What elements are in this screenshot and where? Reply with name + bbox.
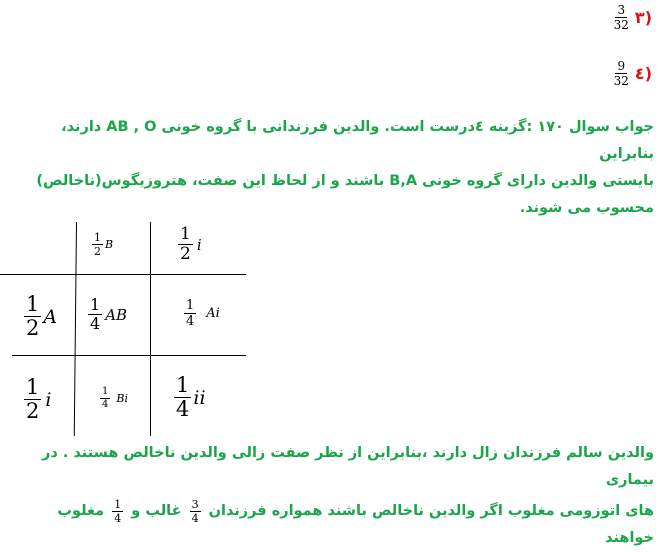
bottom-line-2 <box>4 498 654 552</box>
numerator: 1 <box>26 292 40 316</box>
option-3 <box>614 4 652 31</box>
numerator: 3 <box>191 497 199 511</box>
denominator: 2 <box>180 244 191 264</box>
cell-bi-genotype: Bi <box>116 392 128 405</box>
option-4 <box>614 60 652 87</box>
side-i-allele: i <box>45 388 52 411</box>
numerator: 1 <box>26 375 40 399</box>
cell-bi <box>100 387 128 410</box>
grid-line-h2 <box>12 355 246 356</box>
cell-ai-genotype: Ai <box>206 306 220 321</box>
numerator: 1 <box>176 373 190 397</box>
side-i-fraction <box>24 377 41 422</box>
option-4-label: ٤) <box>634 64 652 83</box>
side-a-fraction <box>24 294 41 339</box>
side-cell-a <box>24 294 57 339</box>
bottom-line-2-part-2: غالب و <box>131 503 182 519</box>
cell-bi-fraction <box>100 387 110 410</box>
cell-ab-genotype: AB <box>105 305 128 324</box>
answer-paragraph <box>4 114 654 222</box>
numerator: 3 <box>617 3 626 17</box>
denominator: 32 <box>613 18 629 32</box>
punnett-square <box>0 220 260 438</box>
numerator: 1 <box>180 224 191 244</box>
cell-ab-fraction <box>88 297 102 332</box>
denominator: 4 <box>114 511 122 525</box>
answer-line-3: محسوب می شوند. <box>519 200 654 216</box>
denominator: 4 <box>176 397 190 421</box>
numerator: 1 <box>102 386 109 397</box>
header-b-allele: B <box>105 238 114 251</box>
bottom-paragraph <box>4 440 654 552</box>
denominator: 4 <box>191 511 199 525</box>
cell-ab <box>88 297 127 332</box>
header-i-allele: i <box>196 235 202 254</box>
denominator: 4 <box>186 314 195 329</box>
header-i-fraction <box>178 226 193 263</box>
grid-line-v2 <box>150 222 151 436</box>
fraction-one-quarter <box>112 499 123 524</box>
header-cell-i <box>178 226 202 263</box>
bottom-line-1: والدین سالم فرزندان زال دارند ،بنابراین از نظر صفت زالی والدین ناخالص هستند . در بیماری <box>41 445 654 488</box>
option-3-fraction <box>614 4 629 31</box>
numerator: 1 <box>114 497 122 511</box>
fraction-three-quarters <box>190 499 201 524</box>
answer-line-1: جواب سوال ۱۷۰ :گزینه ٤درست است. والدین فرزندانی با گروه خونی AB , O دارند، بنابراین <box>61 119 654 162</box>
side-a-allele: A <box>43 305 58 328</box>
header-cell-b <box>92 232 113 257</box>
side-cell-i <box>24 377 51 422</box>
cell-ai <box>184 299 220 328</box>
denominator: 4 <box>90 314 101 333</box>
cell-ii <box>174 375 206 420</box>
option-4-fraction <box>614 60 629 87</box>
numerator: 1 <box>186 298 195 313</box>
cell-ii-fraction <box>174 375 191 420</box>
bottom-line-2-part-1: های اتوزومی مغلوب اگر والدین ناخالص باشند همواره فرزندان <box>208 503 654 519</box>
grid-line-v1 <box>74 222 77 436</box>
numerator: 1 <box>90 295 101 314</box>
denominator: 2 <box>26 399 40 423</box>
cell-ii-genotype: ii <box>193 386 206 409</box>
numerator: 9 <box>617 59 626 73</box>
denominator: 2 <box>94 245 101 258</box>
answer-line-2: بایستی والدین دارای گروه خونی B,A باشند و از لحاظ این صفت، هتروزیگوس(ناخالص) <box>36 173 654 189</box>
cell-ai-fraction <box>184 299 196 328</box>
denominator: 2 <box>26 316 40 340</box>
header-b-fraction <box>92 232 103 257</box>
grid-line-h1 <box>0 274 246 275</box>
denominator: 4 <box>102 399 109 410</box>
denominator: 32 <box>613 74 629 88</box>
option-3-label: ۳) <box>634 8 652 27</box>
numerator: 1 <box>94 231 101 244</box>
bottom-line-2-part-3: مغلوب خواهند <box>57 503 654 546</box>
